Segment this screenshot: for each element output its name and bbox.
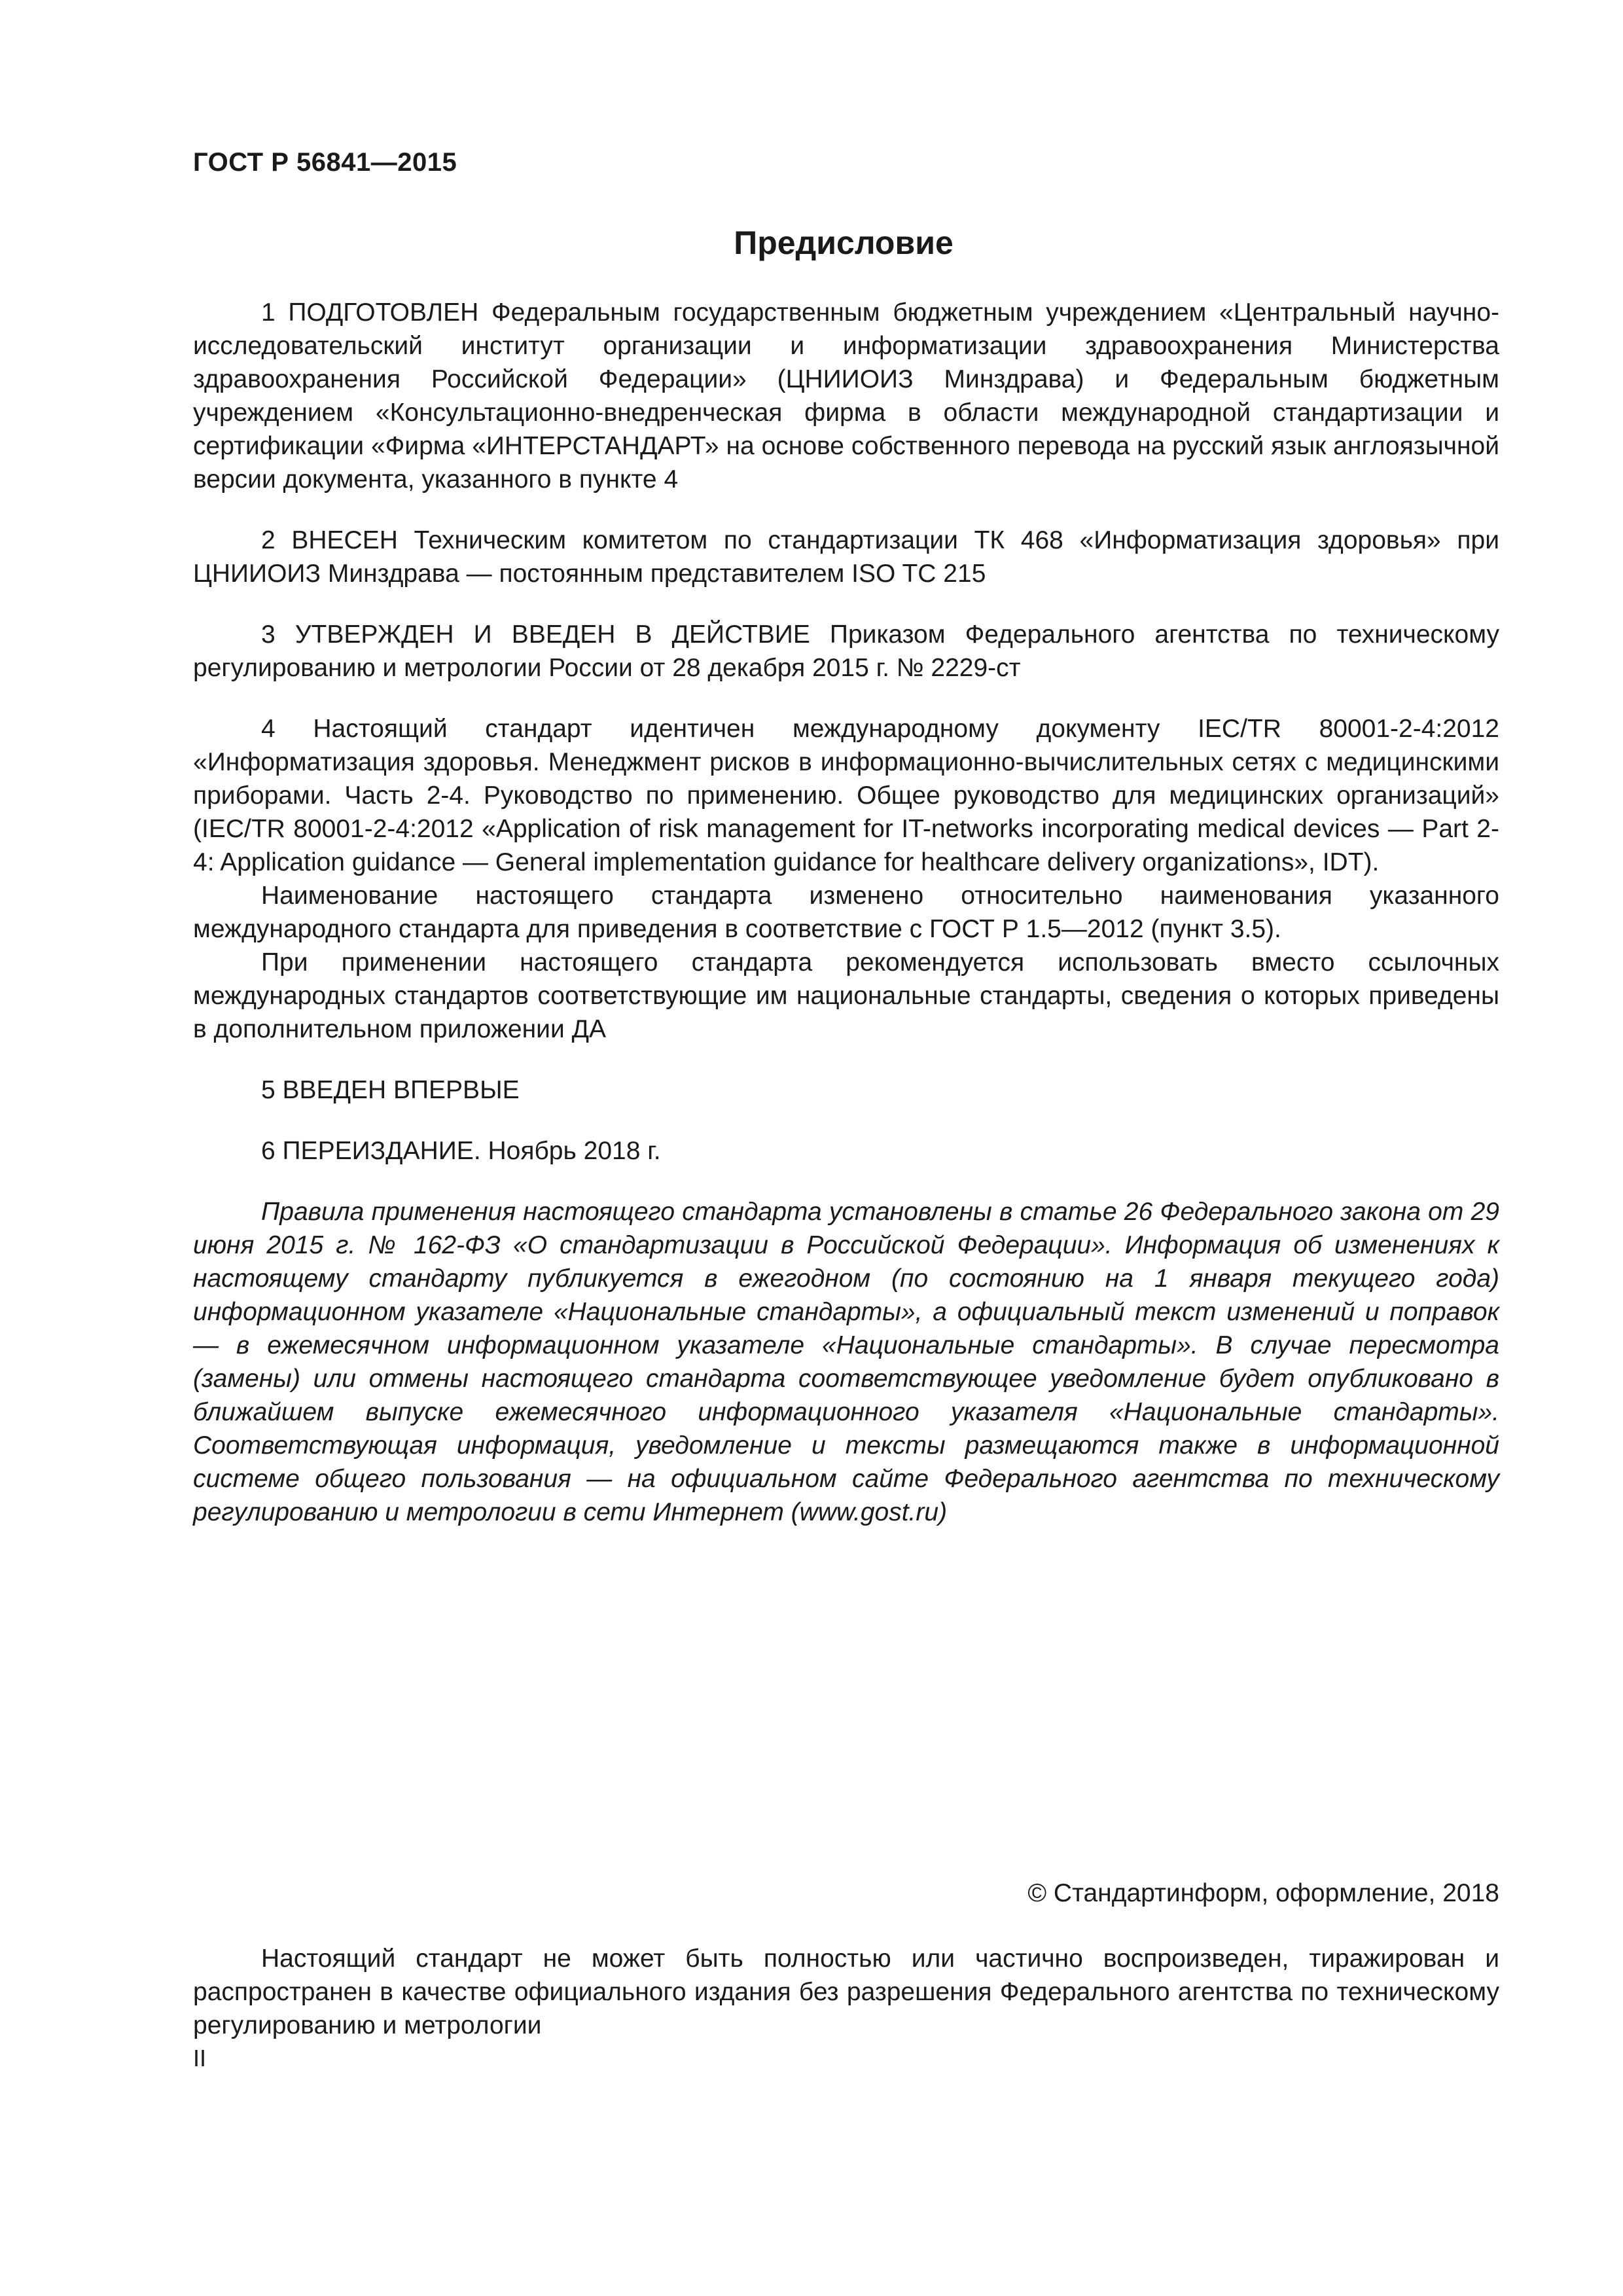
italic-application-rules-note: Правила применения настоящего стандарта установлены в статье 26 Федерального закона от 29 июня 2015 г. № 162-ФЗ «О стандартизации в Российской Федерации». Информация об изменениях к настоящему стандарту публикуется в ежегодном (по состоянию на 1 января текущего года) информационном указателе «Национальные стандарты», а официальный текст изменений и поправок — в ежемесячном информационном указателе «Национальные стандарты». В случае пересмотра (замены) или отмены настоящего стандарта соответствующее уведомление будет опубликовано в ближайшем выпуске ежемесячного информационного указателя «Национальные стандарты». Соответствующая информация, уведомление и тексты размещаются также в информационной системе общего пользования — на официальном сайте Федерального агентства по техническому регулированию и метрологии в сети Интернет (www.gost.ru): [193, 1198, 1499, 1526]
copyright-line: © Стандартинформ, оформление, 2018: [1027, 1879, 1499, 1907]
paragraph-reissue: 6 ПЕРЕИЗДАНИЕ. Ноябрь 2018 г.: [261, 1137, 661, 1165]
paragraph-introduced-by: 2 ВНЕСЕН Техническим комитетом по стандартизации ТК 468 «Информатизация здоровья» при ЦНИИОИЗ Минздрава — постоянным представителем ISO TC 215: [193, 526, 1499, 588]
document-code-header: ГОСТ Р 56841—2015: [193, 148, 457, 177]
reproduction-notice: Настоящий стандарт не может быть полностью или частично воспроизведен, тиражирован и распространен в качестве официального издания без разрешения Федерального агентства по техническому регулированию и метрологии: [193, 1945, 1499, 2039]
paragraph-approved: 3 УТВЕРЖДЕН И ВВЕДЕН В ДЕЙСТВИЕ Приказом Федерального агентства по техническому регулированию и метрологии России от 28 декабря 2015 г. № 2229-ст: [193, 620, 1499, 682]
paragraph-prepared-by: 1 ПОДГОТОВЛЕН Федеральным государственным бюджетным учреждением «Центральный научно-исследовательский институт организации и информатизации здравоохранения Министерства здравоохранения Российской Федерации» (ЦНИИОИЗ Минздрава) и Федеральным бюджетным учреждением «Консультационно-внедренческая фирма в области международной стандартизации и сертификации «Фирма «ИНТЕРСТАНДАРТ» на основе собственного перевода на русский язык англоязычной версии документа, указанного в пункте 4: [193, 298, 1499, 493]
paragraph-reference-standards: При применении настоящего стандарта рекомендуется использовать вместо ссылочных международных стандартов соответствующие им национальные стандарты, сведения о которых приведены в дополнительном приложении ДА: [193, 948, 1499, 1043]
paragraph-introduced-first: 5 ВВЕДЕН ВПЕРВЫЕ: [261, 1076, 520, 1104]
page-title: Предисловие: [734, 224, 954, 261]
page-number: II: [193, 2045, 207, 2072]
foreword-body: [193, 296, 1499, 1529]
paragraph-title-changed: Наименование настоящего стандарта изменено относительно наименования указанного международного стандарта для приведения в соответствие с ГОСТ Р 1.5—2012 (пункт 3.5).: [193, 882, 1499, 943]
paragraph-identical-standard: 4 Настоящий стандарт идентичен международному документу IEC/TR 80001-2-4:2012 «Информатизация здоровья. Менеджмент рисков в информационно-вычислительных сетях с медицинскими приборами. Часть 2-4. Руководство по применению. Общее руководство для медицинских организаций» (IEC/TR 80001-2-4:2012 «Application of risk management for IT-networks incorporating medical devices — Part 2-4: Application guidance — General implementation guidance for healthcare delivery organizations», IDT).: [193, 715, 1499, 876]
